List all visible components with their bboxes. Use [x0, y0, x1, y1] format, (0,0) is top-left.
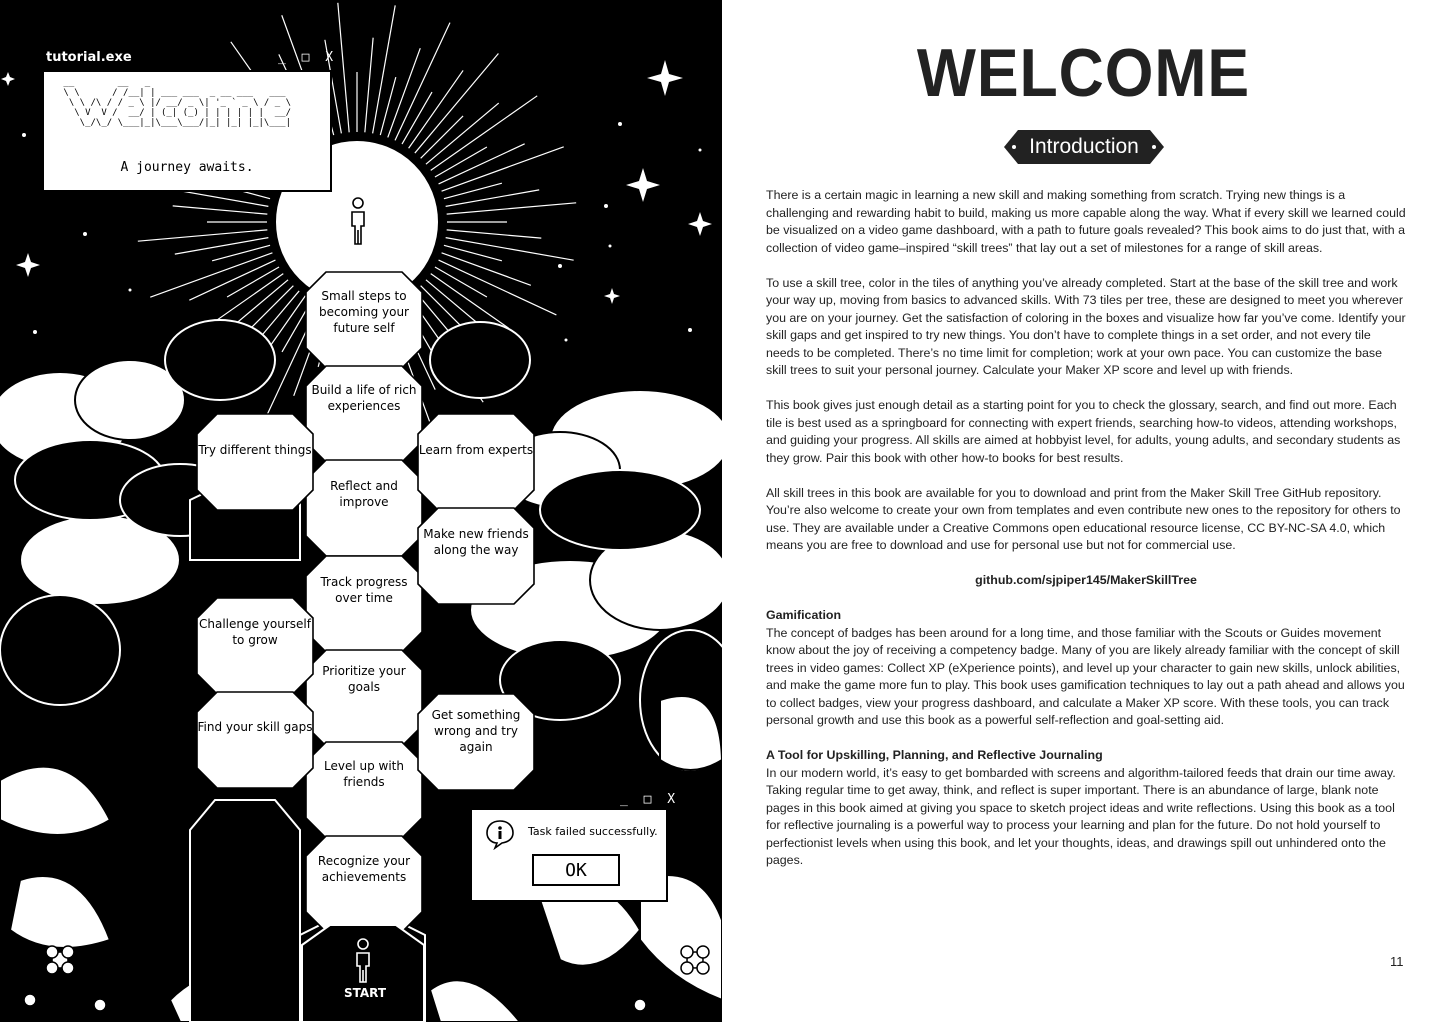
- tutorial-window: [42, 70, 332, 192]
- sun-ray: [373, 5, 396, 133]
- tile-reflect: Reflect and improve: [330, 479, 398, 509]
- tile-recognize: Recognize your achievements: [317, 854, 411, 884]
- tile-challenge: Challenge yourself to grow: [199, 617, 311, 647]
- tool-text: In our modern world, it’s easy to get bombarded with screens and algorithm-tailored feeds that drain our time away. Taking regular time to get away, think, and reflect is super important. There is an abundance of large, blank note pages in this book aimed at giving you space to sketch project ideas and write reflections. Using this book as a tool for reflective journaling is a powerful way to process your learning and plan for the future. Do not hold yourself to perfectionist levels when using this book, and let your thoughts, ideas, and drawings spill out unhindered onto the pages.: [766, 765, 1396, 867]
- sun-ray: [447, 203, 577, 214]
- sun-ray: [138, 230, 268, 241]
- sun-ray: [365, 38, 373, 133]
- sun-ray: [426, 103, 499, 164]
- sun-ray: [380, 77, 396, 135]
- tile-build-life: Build a life of rich experiences: [311, 383, 417, 413]
- left-page-illustration: [0, 0, 722, 1022]
- sun-ray: [442, 253, 531, 285]
- tutorial-tagline: A journey awaits.: [120, 160, 254, 175]
- tile-prioritize: Prioritize your goals: [322, 664, 406, 694]
- tile-small-steps: Small steps to becoming your future self: [319, 289, 409, 335]
- dialog-message: Task failed successfully.: [528, 825, 658, 838]
- tile-try-different: Try different things: [198, 443, 312, 457]
- sun-ray: [173, 206, 268, 214]
- dialog-controls[interactable]: _ □ X: [620, 792, 680, 807]
- body-text: [766, 187, 1406, 887]
- sun-ray: [175, 238, 269, 254]
- tile-get-wrong: Get something wrong and try again: [431, 708, 521, 754]
- tile-find-gaps: Find your skill gaps: [197, 720, 313, 734]
- tutorial-window-title: tutorial.exe: [46, 50, 132, 65]
- start-label: START: [344, 986, 387, 1000]
- tile-level-up: Level up with friends: [324, 759, 404, 789]
- gamification-text: The concept of badges has been around for a long time, and those familiar with the Scouts or Guides movement know about the joy of receiving a competency badge. Many of you are likely already familiar with the concept of skill trees in video games: Collect XP (eXperience points), and level up your character to gain new skills, unlock abilities, and make the game more fun to play. This book uses gamification techniques to lay out a path ahead and allows you to collect badges, view your progress dashboard, and calculate a Maker XP score. With these tools, you can track personal growth and use this book as a powerful self-reflection and goal-setting aid.: [766, 625, 1405, 727]
- paragraph-3: This book gives just enough detail as a starting point for you to check the glossary, search, and find out more. Each tile is best used as a springboard for connecting with expert friends, searching how-to videos, attending workshops, and guiding your progress. All skills are aimed at hobbyist level, for adults, young adults, and secondary students as they grow. Pair this book with other how-to books for best results.: [766, 398, 1401, 465]
- sun-ray: [388, 48, 420, 137]
- paragraph-1: There is a certain magic in learning a new skill and making something from scratch. Trying new things is a challenging and rewarding habit to build, making us more capable along the way. What if every skill we learned could be visualized on a video game dashboard, with a path to future goals revealed? This book aims to do just that, with a collection of video game–inspired “skill trees” that lay out a set of milestones for a range of skill areas.: [766, 188, 1406, 255]
- tool-heading: A Tool for Upskilling, Planning, and Reflective Journaling: [766, 748, 1103, 762]
- sun-ray: [444, 245, 502, 261]
- sun-ray: [439, 260, 557, 315]
- tile-track-progress: Track progress over time: [320, 575, 408, 605]
- tile-make-friends: Make new friends along the way: [423, 527, 529, 557]
- tile-learn-experts: Learn from experts: [418, 443, 534, 457]
- page-subtitle: Introduction: [1029, 135, 1139, 158]
- sun-ray: [446, 190, 540, 206]
- welcome-ascii-art: __ __ _ \ \ / /__| | ___ ___ _ __ ___ ___ \ \ /\ / / _ \ |/ __/ _ \| '_ ` _ \ / _ \ \ V V / __/ | (_| (_) | | | | | | __/ \_/\_/ \___|_|\___\___/|_| |_| |_|\___|: [63, 78, 291, 128]
- info-icon: [484, 818, 516, 850]
- error-dialog: [470, 808, 668, 902]
- gamification-heading: Gamification: [766, 608, 842, 622]
- github-link[interactable]: github.com/sjpiper145/MakerSkillTree: [975, 573, 1197, 587]
- sun-ray: [212, 245, 270, 261]
- paragraph-2: To use a skill tree, color in the tiles of anything you’ve already completed. Start at the base of the skill tree and work your way up, moving from basics to advanced skills. With 73 tiles per tree, these are designed to meet you wherever you are on your journey. Get the satisfaction of coloring in the boxes and visualize how far you’ve come. Identify your skill gaps and get inspired to try new things. You don’t have to complete things in a set order, and not every tile needs to be completed. There’s no time limit for completion; work at your own pace. You can customize the base skill trees to suit your personal journey. Calculate your Maker XP score and level up with friends.: [766, 275, 1406, 377]
- paragraph-4: All skill trees in this book are available for you to download and print from the Maker Skill Tree GitHub repository. You’re also welcome to create your own from templates and even contribute new ones to the repository for others to use. They are available under a Creative Commons open educational resource license, CC BY-NC-SA 4.0, which means you are free to download and use for personal use but not for commercial use.: [766, 485, 1401, 552]
- sun-ray: [431, 274, 509, 328]
- page-number: 11: [1390, 954, 1404, 969]
- sun-ray: [446, 238, 574, 261]
- sun-ray: [409, 70, 463, 148]
- sun-ray: [338, 3, 349, 133]
- ok-button[interactable]: OK: [532, 854, 620, 886]
- right-page-text: [722, 0, 1445, 1022]
- sun-ray: [444, 183, 502, 199]
- sun-ray: [395, 23, 450, 141]
- page-title: WELCOME: [916, 35, 1251, 111]
- sun-ray: [447, 230, 542, 238]
- tutorial-window-controls[interactable]: _ □ X: [278, 50, 338, 65]
